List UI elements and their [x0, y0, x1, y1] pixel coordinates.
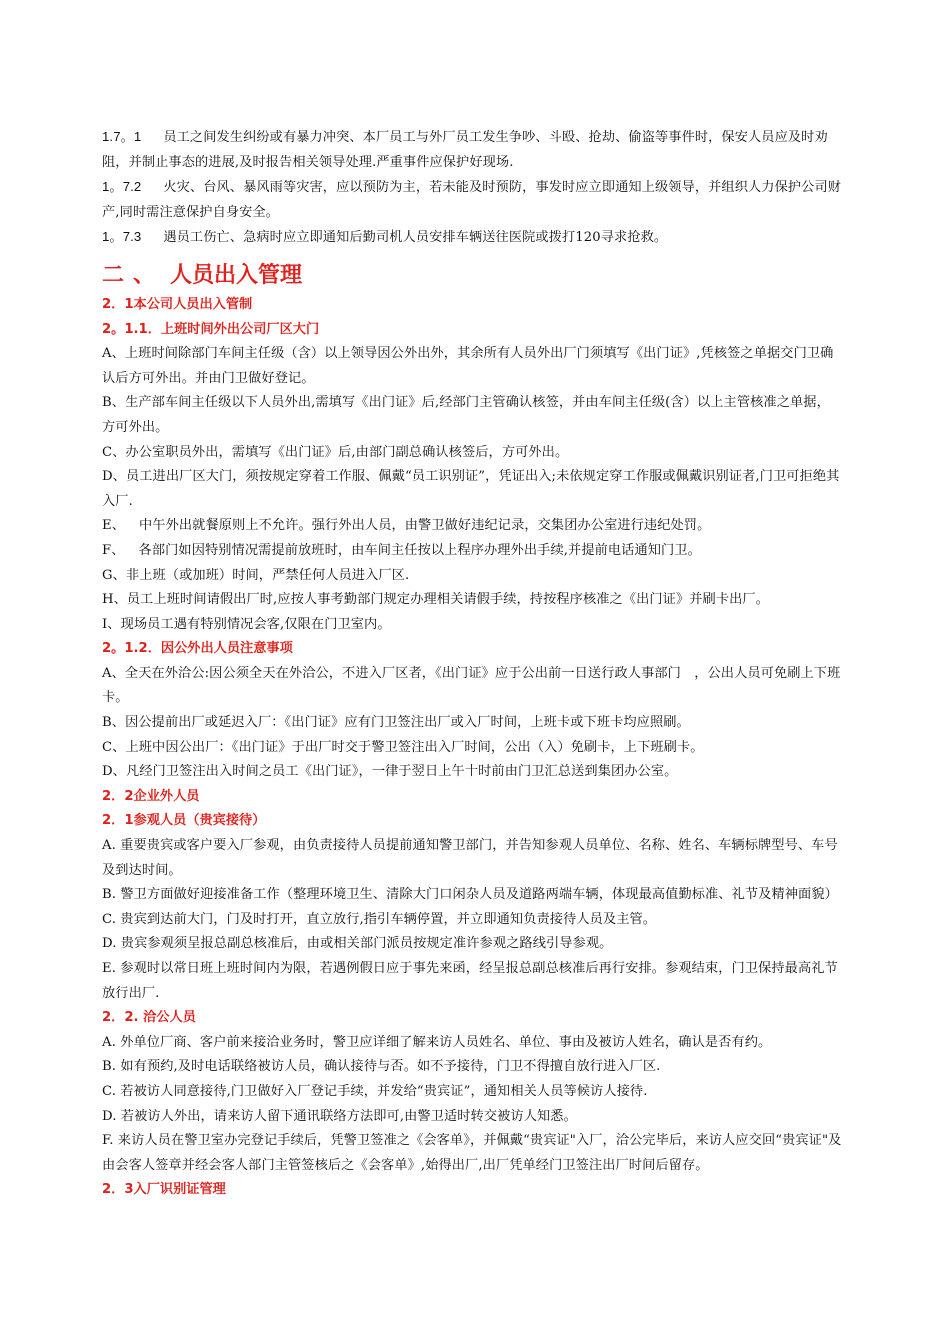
list-item: A、全天在外洽公:因公须全天在外洽公，不进入厂区者，《出门证》应于公出前一日送行政人事部门 ，公出人员可免刷上下班卡。	[102, 665, 841, 706]
list-item: B、因公提前出厂或延迟入厂：《出门证》应有门卫签注出厂或入厂时间，上班卡或下班卡均应照刷。	[102, 715, 690, 731]
list-item	[102, 539, 842, 564]
clause-text: 火灾、台风、暴风雨等灾害，应以预防为主，若未能及时预防，事发时应立即通知上级领导，并组织人力保护公司财产,同时需注意保护自身安全。	[102, 180, 842, 220]
item-text: 中午外出就餐原则上不允许。强行外出人员，由警卫做好违纪记录，交集团办公室进行违纪处罚。	[139, 518, 711, 534]
list-item: G、非上班（或加班）时间，严禁任何人员进入厂区.	[102, 567, 410, 583]
list-item: A. 重要贵宾或客户要入厂参观，由负责接待人员提前通知警卫部门，并告知参观人员单位、名称、姓名、车辆标牌型号、车号及到达时间。	[102, 838, 838, 878]
item-label: E、	[102, 518, 126, 534]
heading-2-1: 2．1本公司人员出入管制	[102, 296, 253, 312]
list-item: D、凡经门卫签注出入时间之员工《出门证》，一律于翌日上午十时前由门卫汇总送到集团办公室。	[102, 764, 678, 780]
heading-2-1-2: 2。1.2．因公外出人员注意事项	[102, 641, 293, 657]
list-item: C. 若被访人同意接待,门卫做好入厂登记手续，并发给“贵宾证”，通知相关人员等候访人接待.	[102, 1083, 648, 1099]
list-item: A、上班时间除部门车间主任级（含）以上领导因公外出外，其余所有人员外出厂门须填写《出门证》,凭核签之单据交门卫确认后方可外出。并由门卫做好登记。	[102, 346, 834, 386]
list-item: E. 参观时以常日班上班时间内为限，若遇例假日应于事先来函，经呈报总副总核准后再行安排。参观结束，门卫保持最高礼节放行出厂.	[102, 961, 838, 1001]
list-item: C. 贵宾到达前大门，门及时打开，直立放行,指引车辆停置，并立即通知负责接待人员及主管。	[102, 911, 657, 927]
list-item: H、员工上班时间请假出厂时,应按人事考勤部门规定办理相关请假手续，持按程序核准之《出门证》并刷卡出厂。	[102, 592, 769, 608]
item-text: 各部门如因特别情况需提前放班时，由车间主任按以上程序办理外出手续,并提前电话通知门卫。	[138, 542, 701, 558]
clause-text: 员工之间发生纠纷或有暴力冲突、本厂员工与外厂员工发生争吵、斗殴、抢劫、偷盗等事件时，保安人员应及时劝阻，并制止事态的进展,及时报告相关领导处理.严重事件应保护好现场.	[102, 130, 828, 170]
clause-number: 1。7.2	[102, 179, 142, 195]
heading-2-3: 2．3入厂识别证管理	[102, 1182, 226, 1198]
section-separator: 、	[133, 262, 156, 288]
clause-number: 1.7。1	[102, 129, 142, 144]
list-item: B. 如有预约,及时电话联络被访人员，确认接待与否。如不予接待，门卫不得擅自放行进入厂区.	[102, 1059, 661, 1075]
section-heading-2	[102, 261, 842, 291]
list-item: B、生产部车间主任级以下人员外出,需填写《出门证》后,经部门主管确认核签，并由车间主任级(含）以上主管核准之单据，方可外出。	[102, 395, 830, 435]
clause-text: 遇员工伤亡、急病时应立即通知后勤司机人员安排车辆送往医院或拨打120寻求抢救。	[163, 230, 668, 246]
list-item: D、员工进出厂区大门，须按规定穿着工作服、佩戴“员工识别证”，凭证出入;未依规定穿工作服或佩戴识别证者,门卫可拒绝其入厂.	[102, 469, 840, 509]
list-item: A. 外单位厂商、客户前来接洽业务时，警卫应详细了解来访人员姓名、单位、事由及被访人姓名，确认是否有约。	[102, 1034, 772, 1050]
paragraph-1-7-1	[102, 125, 842, 175]
item-label: F、	[102, 542, 125, 558]
heading-2-2-2: 2．2. 洽公人员	[102, 1010, 196, 1026]
list-item: C、办公室职员外出，需填写《出门证》后,由部门副总确认核签后，方可外出。	[102, 444, 569, 460]
heading-2-2: 2．2企业外人员	[102, 788, 200, 804]
heading-2-1-1: 2。1.1．上班时间外出公司厂区大门	[102, 321, 320, 337]
paragraph-1-7-2	[102, 175, 842, 225]
heading-2-2-1: 2．1参观人员（贵宾接待）	[102, 813, 266, 829]
list-item: B. 警卫方面做好迎接准备工作（整理环境卫生、清除大门口闲杂人员及道路两端车辆，体现最高值勤标准、礼节及精神面貌）	[102, 887, 838, 903]
list-item	[102, 514, 842, 539]
section-title: 人员出入管理	[170, 262, 303, 288]
list-item: D. 贵宾参观须呈报总副总核准后，由或相关部门派员按规定准许参观之路线引导参观。	[102, 936, 613, 952]
section-number: 二	[102, 262, 125, 288]
clause-number: 1。7.3	[102, 229, 142, 245]
list-item: D. 若被访人外出，请来访人留下通讯联络方法即可,由警卫适时转交被访人知悉。	[102, 1108, 577, 1124]
list-item: C、上班中因公出厂：《出门证》于出厂时交于警卫签注出入厂时间，公出（入）免刷卡，上下班刷卡。	[102, 739, 704, 755]
document-body	[102, 125, 842, 1203]
list-item: I、现场员工遇有特别情况会客,仅限在门卫室内。	[102, 616, 391, 632]
list-item: F. 来访人员在警卫室办完登记手续后，凭警卫签准之《会客单》，并佩戴“贵宾证"入厂，洽公完毕后，来访人应交回“贵宾证"及由会客人签章并经会客人部门主管签核后之《会客单》,始得出厂,出厂凭单经门卫签注出厂时间后留存。	[102, 1133, 842, 1173]
paragraph-1-7-3	[102, 225, 842, 251]
